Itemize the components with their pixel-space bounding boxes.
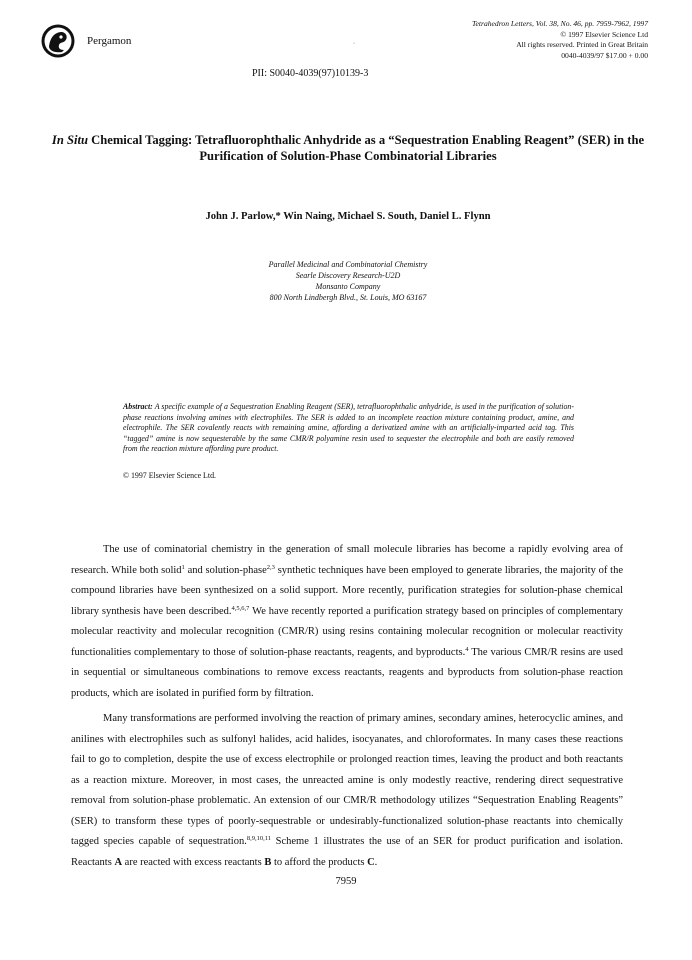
affiliation [48, 259, 648, 303]
text-run: and solution-phase [184, 564, 267, 576]
publisher-name: Pergamon [87, 35, 132, 47]
text-run: synthetic techniques have been employed to generate libraries, the majority of the compound libraries have been synthesized on a solid support. More recently, purification strategies for solution-phase chemical library synthesis have been described. [71, 564, 623, 617]
author-list: John J. Parlow,* Win Naing, Michael S. South, Daniel L. Flynn [205, 211, 491, 222]
compound-label: A [114, 856, 123, 868]
text-run: Scheme 1 illustrates the use of an SER for product purification and isolation. Reactants [71, 836, 623, 868]
body-text [71, 540, 623, 873]
affiliation-line: Parallel Medicinal and Combinatorial Chemistry [268, 260, 428, 269]
text-run: . [374, 856, 378, 868]
abstract-copyright: © 1997 Elsevier Science Ltd. [123, 471, 216, 480]
affiliation-line: Searle Discovery Research-U2D [295, 271, 401, 280]
journal-citation: Tetrahedron Letters, Vol. 38, No. 46, pp. 7959-7962, 1997 [472, 19, 648, 28]
affiliation-line: Monsanto Company [315, 282, 381, 291]
paragraph-1 [71, 540, 623, 704]
rights-line: All rights reserved. Printed in Great Britain [516, 40, 648, 49]
citation-ref: 4 [465, 645, 469, 653]
text-run: Many transformations are performed involving the reaction of primary amines, secondary amines, heterocyclic amines, and anilines with electrophiles such as sulfonyl halides, acid halides, isocyanates, and chloroformates. In many cases these reactions fail to go to completion, despite the use of excess electrophile or prolonged reaction times, leaving the product and both reactants as a reaction mixture. Moreover, in most cases, the unreacted amine is only modestly reactive, rendering direct sequestrative removal from solution-phase problematic. An extension of our CMR/R methodology utilizes “Sequestration Enabling Reagents” (SER) to transform these types of poorly-sequestrable or undesirably-functionalized solution-phase reactants into chemically tagged species capable of sequestration. [71, 713, 623, 847]
paragraph-2 [71, 709, 623, 873]
citation-ref: 8,9,10,11 [246, 835, 271, 842]
page-number: 7959 [335, 876, 357, 887]
abstract-label: Abstract: [123, 402, 153, 411]
text-run: are reacted with excess reactants [122, 856, 265, 868]
price-line: 0040-4039/97 $17.00 + 0.00 [561, 50, 648, 60]
compound-label: B [264, 856, 272, 868]
title-main-part: Chemical Tagging: Tetrafluorophthalic Anhydride as a “Sequestration Enabling Reagent” (SER) in the Purification of Solution-Phase Combinatorial Libraries [87, 133, 645, 163]
title-italic-part: In Situ [51, 133, 88, 147]
pii-identifier: PII: S0040-4039(97)10139-3 [252, 68, 369, 79]
citation-ref: 2,3 [266, 563, 275, 571]
abstract-text: A specific example of a Sequestration Enabling Reagent (SER), tetrafluorophthalic anhydride, is used in the purification of solution-phase reactions involving amines with electrophiles. The SER is added to an incomplete reaction mixture containing product, amine, and electrophile. The SER covalently reacts with remaining amine, affording a derivatized amine with an artificially-imparted acid tag. This “tagged” amine is now sequesterable by the same CMR/R polyamine resin used to sequester the electrophile and both are easily removed from the reaction mixture affording pure product. [123, 402, 574, 454]
citation-ref: 1 [181, 563, 185, 571]
pergamon-logo-icon [40, 23, 76, 59]
affiliation-line: 800 North Lindbergh Blvd., St. Louis, MO 63167 [269, 293, 427, 302]
abstract [123, 402, 574, 455]
text-run: The use of cominatorial chemistry in the generation of small molecule libraries has become a rapidly evolving area of research. While both solid [71, 544, 623, 576]
text-run: We have recently reported a purification strategy based on principles of complementary molecular reactivity and molecular recognition (CMR/R) using resins containing molecular recognition or molecular reactivity functionalities complementary to those of solution-phase reactants, reagents, and byproducts. [71, 605, 623, 658]
copyright-line: © 1997 Elsevier Science Ltd [560, 29, 648, 39]
article-title [48, 133, 648, 164]
stray-dot: · [353, 41, 355, 47]
journal-info [472, 19, 648, 61]
compound-label: C [367, 856, 375, 868]
text-run: to afford the products [271, 856, 368, 868]
text-run: The various CMR/R resins are used in sequential or simultaneous combinations to remove excess reactants, reagents and byproducts from solution-phase reaction products, which are isolated in purified form by filtration. [71, 646, 623, 699]
citation-ref: 4,5,6,7 [231, 604, 250, 612]
